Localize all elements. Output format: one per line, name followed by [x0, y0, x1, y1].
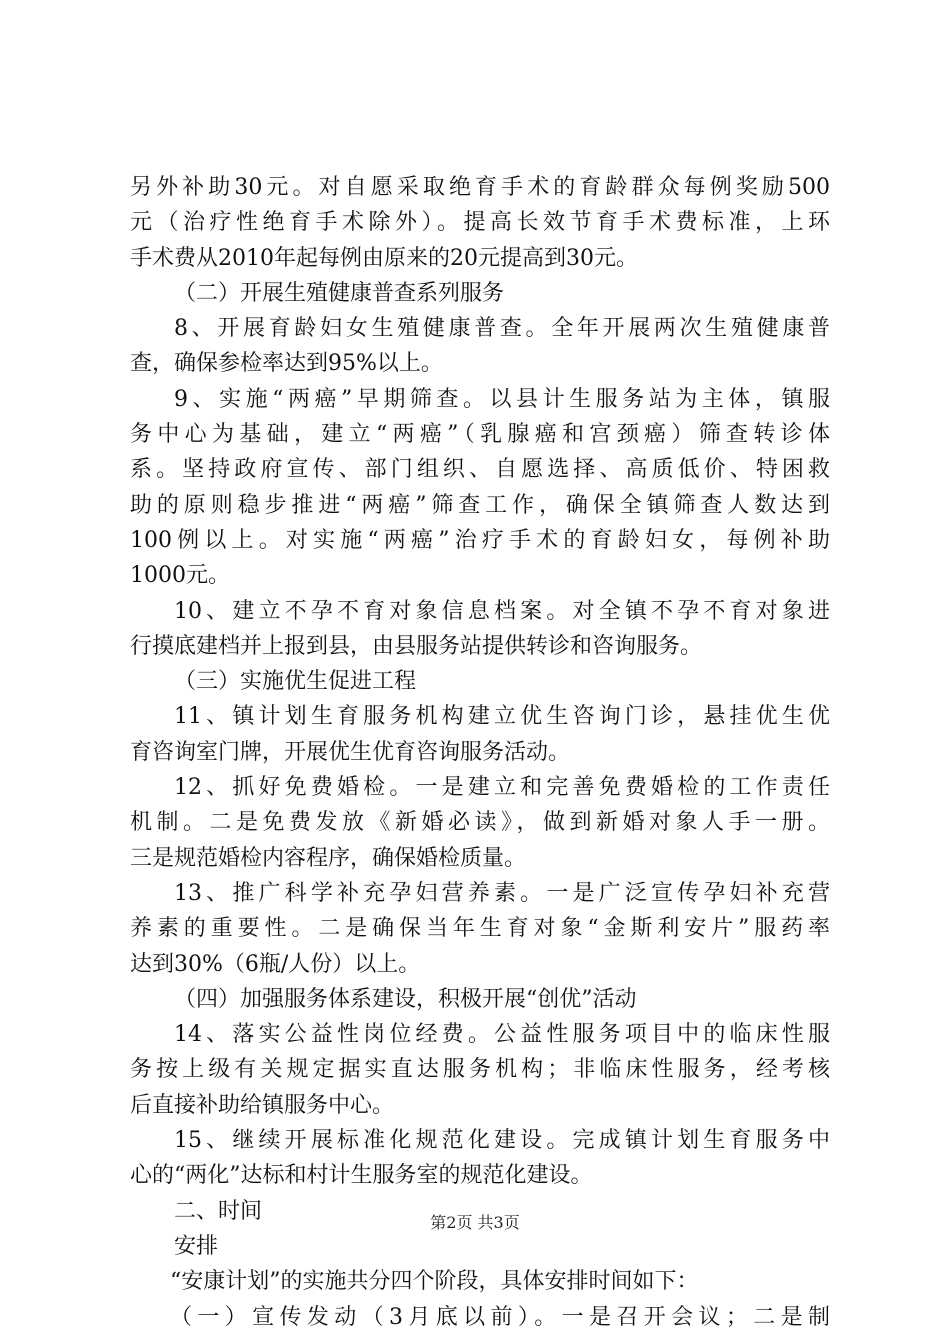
- text-line: 手术费从2010年起每例由原来的20元提高到30元。: [130, 245, 638, 271]
- text-line: 达到30%（6瓶/人份）以上。: [130, 951, 421, 977]
- text-line: 后直接补助给镇服务中心。: [130, 1092, 395, 1118]
- text-line: 13、推广科学补充孕妇营养素。一是广泛宣传孕妇补充营: [174, 880, 830, 906]
- text-line: 机制。二是免费发放《新婚必读》，做到新婚对象人手一册。: [130, 810, 830, 836]
- section-heading: （二）开展生殖健康普查系列服务: [174, 280, 505, 306]
- text-line: 8、开展育龄妇女生殖健康普查。全年开展两次生殖健康普: [174, 316, 830, 342]
- text-line: 15、继续开展标准化规范化建设。完成镇计划生育服务中: [174, 1128, 830, 1154]
- text-line: （一）宣传发动（3月底以前）。一是召开会议；二是制: [170, 1304, 830, 1330]
- text-line: 育咨询室门牌，开展优生优育咨询服务活动。: [130, 739, 571, 765]
- text-line: 行摸底建档并上报到县，由县服务站提供转诊和咨询服务。: [130, 633, 703, 659]
- page-number-footer: 第2页 共3页: [430, 1213, 520, 1232]
- text-line: 务中心为基础，建立“两癌”（乳腺癌和宫颈癌）筛查转诊体: [130, 422, 830, 448]
- text-line: 10、建立不孕不育对象信息档案。对全镇不孕不育对象进: [174, 598, 830, 624]
- text-line: 14、落实公益性岗位经费。公益性服务项目中的临床性服: [174, 1022, 830, 1048]
- section-heading: 安排: [174, 1233, 219, 1259]
- text-line: 养素的重要性。二是确保当年生育对象“金斯利安片”服药率: [130, 916, 830, 942]
- text-line: 11、镇计划生育服务机构建立优生咨询门诊，悬挂优生优: [174, 704, 830, 730]
- text-line: 系。坚持政府宣传、部门组织、自愿选择、高质低价、特困救: [130, 457, 830, 483]
- text-line: 1000元。: [130, 563, 230, 589]
- section-heading: （三）实施优生促进工程: [174, 669, 417, 695]
- text-line: 100例以上。对实施“两癌”治疗手术的育龄妇女，每例补助: [130, 527, 830, 553]
- text-line: 查，确保参检率达到95%以上。: [130, 351, 443, 377]
- section-heading: 二、时间: [174, 1198, 263, 1224]
- text-line: 心的“两化”达标和村计生服务室的规范化建设。: [130, 1163, 593, 1189]
- document-body: [130, 170, 830, 1335]
- text-line: 另外补助30元。对自愿采取绝育手术的育龄群众每例奖励500: [130, 175, 830, 200]
- text-line: 9、实施“两癌”早期筛查。以县计生服务站为主体，镇服: [174, 386, 830, 412]
- section-heading: （四）加强服务体系建设，积极开展“创优”活动: [174, 986, 637, 1012]
- text-line: 三是规范婚检内容程序，确保婚检质量。: [130, 845, 527, 871]
- text-line: 务按上级有关规定据实直达服务机构；非临床性服务，经考核: [130, 1057, 830, 1083]
- text-line: 助的原则稳步推进“两癌”筛查工作，确保全镇筛查人数达到: [130, 492, 830, 518]
- text-line: 12、抓好免费婚检。一是建立和完善免费婚检的工作责任: [174, 775, 830, 801]
- text-line: “安康计划”的实施共分四个阶段，具体安排时间如下：: [170, 1269, 699, 1295]
- text-line: 元（治疗性绝育手术除外）。提高长效节育手术费标准，上环: [130, 210, 830, 236]
